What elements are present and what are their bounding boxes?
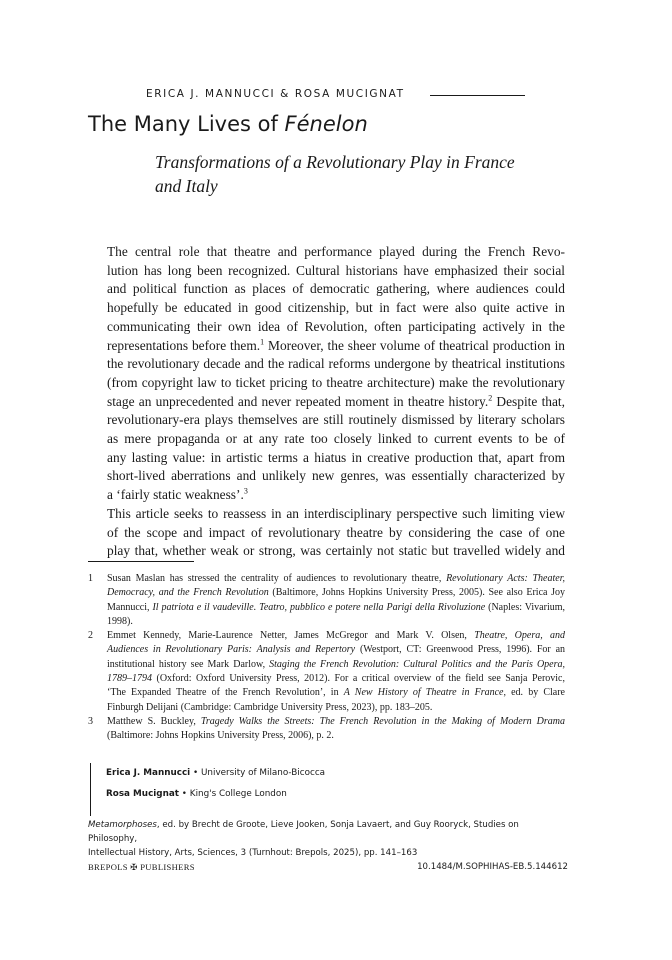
footnote-number: 1 <box>88 573 93 584</box>
footnote-line <box>107 586 565 600</box>
italic-title: Democracy, and the French Revolution <box>107 587 269 599</box>
footnote-ref-1[interactable]: 1 <box>260 337 265 347</box>
italic-title: Revolutionary Acts: Theater, <box>446 573 565 584</box>
footnote-rule <box>88 561 194 562</box>
separator: • <box>179 789 190 799</box>
text-line: the revolutionary decade and the radical reforms undergone by theatrical institutions <box>107 356 565 372</box>
footnote-ref-3[interactable]: 3 <box>243 486 248 496</box>
text-line: hopefully be educated in good citizenship, but in fact were also quite active in <box>107 300 565 316</box>
footnote-1 <box>88 572 565 629</box>
separator: • <box>190 768 201 778</box>
italic-title: Staging the French Revolution: Cultural Politics and the Paris Opera, <box>269 658 565 670</box>
footnote-line <box>107 643 565 657</box>
header-rule <box>430 95 525 96</box>
running-header-authors: ERICA J. MANNUCCI & ROSA MUCIGNAT <box>146 88 405 100</box>
text-segment: Susan Maslan has stressed the centrality of audiences to revolutionary theatre, <box>107 573 447 584</box>
title-italic: Fénelon <box>284 112 368 136</box>
publication-info <box>88 818 568 874</box>
footnote-line <box>107 658 565 672</box>
article-title <box>88 112 368 136</box>
text-line: This article seeks to reassess in an interdisciplinary perspective such limiting view <box>107 505 565 521</box>
footnote-number: 2 <box>88 630 93 642</box>
footnote-line: Finburgh Delijani (Cambridge: Cambridge University Press, 2023), pp. 183–205. <box>107 701 433 713</box>
doi[interactable]: 10.1484/M.SOPHIHAS-EB.5.144612 <box>417 862 568 872</box>
italic-title: Theatre, Opera, and <box>474 630 565 642</box>
text-line: revolutionary-era plays themselves are still routinely dismissed by literary scholars <box>107 412 565 428</box>
text-segment: a ‘fairly static weakness’. <box>107 487 244 503</box>
italic-title: Il patriota e il vaudeville. Teatro, pubblico e potere nella Parigi della Rivoluzione <box>152 601 486 613</box>
text-line: and political function as places of democratic gathering, where audiences could <box>107 281 565 297</box>
italic-title: Audiences in Revolutionary Paris: Analysis and Repertory <box>107 644 356 656</box>
footnote-number: 3 <box>88 715 93 727</box>
affiliation-row <box>106 784 325 805</box>
text-segment: , ed. by Clare <box>503 687 565 699</box>
footnotes <box>88 572 565 744</box>
institution: King's College London <box>189 789 287 799</box>
text-segment: stage an unprecedented and never repeated moment in theatre history. <box>107 393 489 409</box>
text-segment: ‘The Expanded Theatre of the French Revolution’, in <box>107 687 344 699</box>
author-name: Erica J. Mannucci <box>106 768 191 778</box>
italic-title: Tragedy Walks the Streets: The French Revolution in the Making of Modern Drama <box>200 715 565 727</box>
footnote-2 <box>88 629 565 715</box>
text-line: The central role that theatre and performance played during the French Revo- <box>107 244 565 259</box>
footnote-line <box>107 686 565 700</box>
footnote-line: (Baltimore: Johns Hopkins University Press, 2006), p. 2. <box>107 730 334 742</box>
article-subtitle <box>155 150 555 198</box>
subtitle-line: Transformations of a Revolutionary Play in France <box>155 152 515 172</box>
text-segment: Emmet Kennedy, Marie-Laurence Netter, James McGregor and Mark V. Olsen, <box>107 630 475 642</box>
footnote-line <box>107 715 565 729</box>
text-segment: (Baltimore, Johns Hopkins University Press, 2005). See also Erica Joy <box>268 587 565 599</box>
citation-line-1 <box>88 818 568 846</box>
footnote-line <box>107 629 565 643</box>
text-line: (from copyright law to ticket pricing to theatre architecture) make the revolutionary <box>107 374 565 390</box>
subtitle-line: and Italy <box>155 176 218 196</box>
footnote-3 <box>88 715 565 744</box>
publisher-row <box>88 860 568 874</box>
author-affiliations <box>90 763 325 816</box>
text-segment: Matthew S. Buckley, <box>107 715 201 727</box>
affiliation-row <box>106 763 325 784</box>
citation-line-2: Intellectual History, Arts, Sciences, 3 (Turnhout: Brepols, 2025), pp. 141–163 <box>88 848 418 858</box>
citation-text: , ed. by Brecht de Groote, Lieve Jooken, Sonja Lavaert, and Guy Rooryck, Studies on Philosophy, <box>88 820 519 844</box>
footnote-line <box>107 672 565 686</box>
footnote-ref-2[interactable]: 2 <box>488 393 493 403</box>
publisher-logo-text: BREPOLS ✠ PUBLISHERS <box>88 862 195 872</box>
text-line: communicating their own idea of Revolution, often participating actively in the <box>107 318 565 334</box>
text-line <box>88 393 565 412</box>
text-segment: Despite that, <box>492 393 565 409</box>
text-line: lution has long been recognized. Cultural historians have emphasized their social <box>107 262 565 278</box>
text-line <box>88 486 565 505</box>
italic-title: A New History of Theatre in France <box>343 687 504 699</box>
text-segment: Mannucci, <box>107 601 153 613</box>
text-segment: Moreover, the sheer volume of theatrical production in <box>264 337 566 353</box>
text-line: play that, whether weak or strong, was certainly not static but travelled widely and <box>107 543 565 559</box>
body-text <box>88 243 565 561</box>
text-line: as mere propaganda or at any rate too closely linked to current events to be of <box>107 431 565 447</box>
title-prefix: The Many Lives of <box>88 112 285 136</box>
footnote-line <box>107 601 565 615</box>
text-segment: (Oxford: Oxford University Press, 2012). For a critical overview of the field see Sanja Perovic, <box>152 673 565 685</box>
text-line: of the scope and impact of revolutionary theatre by considering the case of one <box>107 524 565 540</box>
text-line <box>88 337 565 356</box>
footnote-line: 1998). <box>107 615 133 627</box>
text-segment: representations before them. <box>107 337 261 353</box>
text-line: short-lived aberrations and unlikely new genres, was essentially characterized by <box>107 468 565 484</box>
text-line: any lasting value: in artistic terms a hiatus in creative production that, apart from <box>107 449 565 465</box>
author-name: Rosa Mucignat <box>106 789 179 799</box>
footnote-line <box>107 572 565 586</box>
paragraph-1 <box>88 243 565 505</box>
italic-title: 1789–1794 <box>107 673 152 685</box>
text-segment: (Naples: Vivarium, <box>485 601 565 613</box>
text-segment: institutional history see Mark Darlow, <box>107 658 270 670</box>
text-segment: (Westport, CT: Greenwood Press, 1996). For an <box>355 644 566 656</box>
book-title: Metamorphoses <box>88 820 157 830</box>
paragraph-2 <box>88 505 565 561</box>
institution: University of Milano-Bicocca <box>200 768 326 778</box>
